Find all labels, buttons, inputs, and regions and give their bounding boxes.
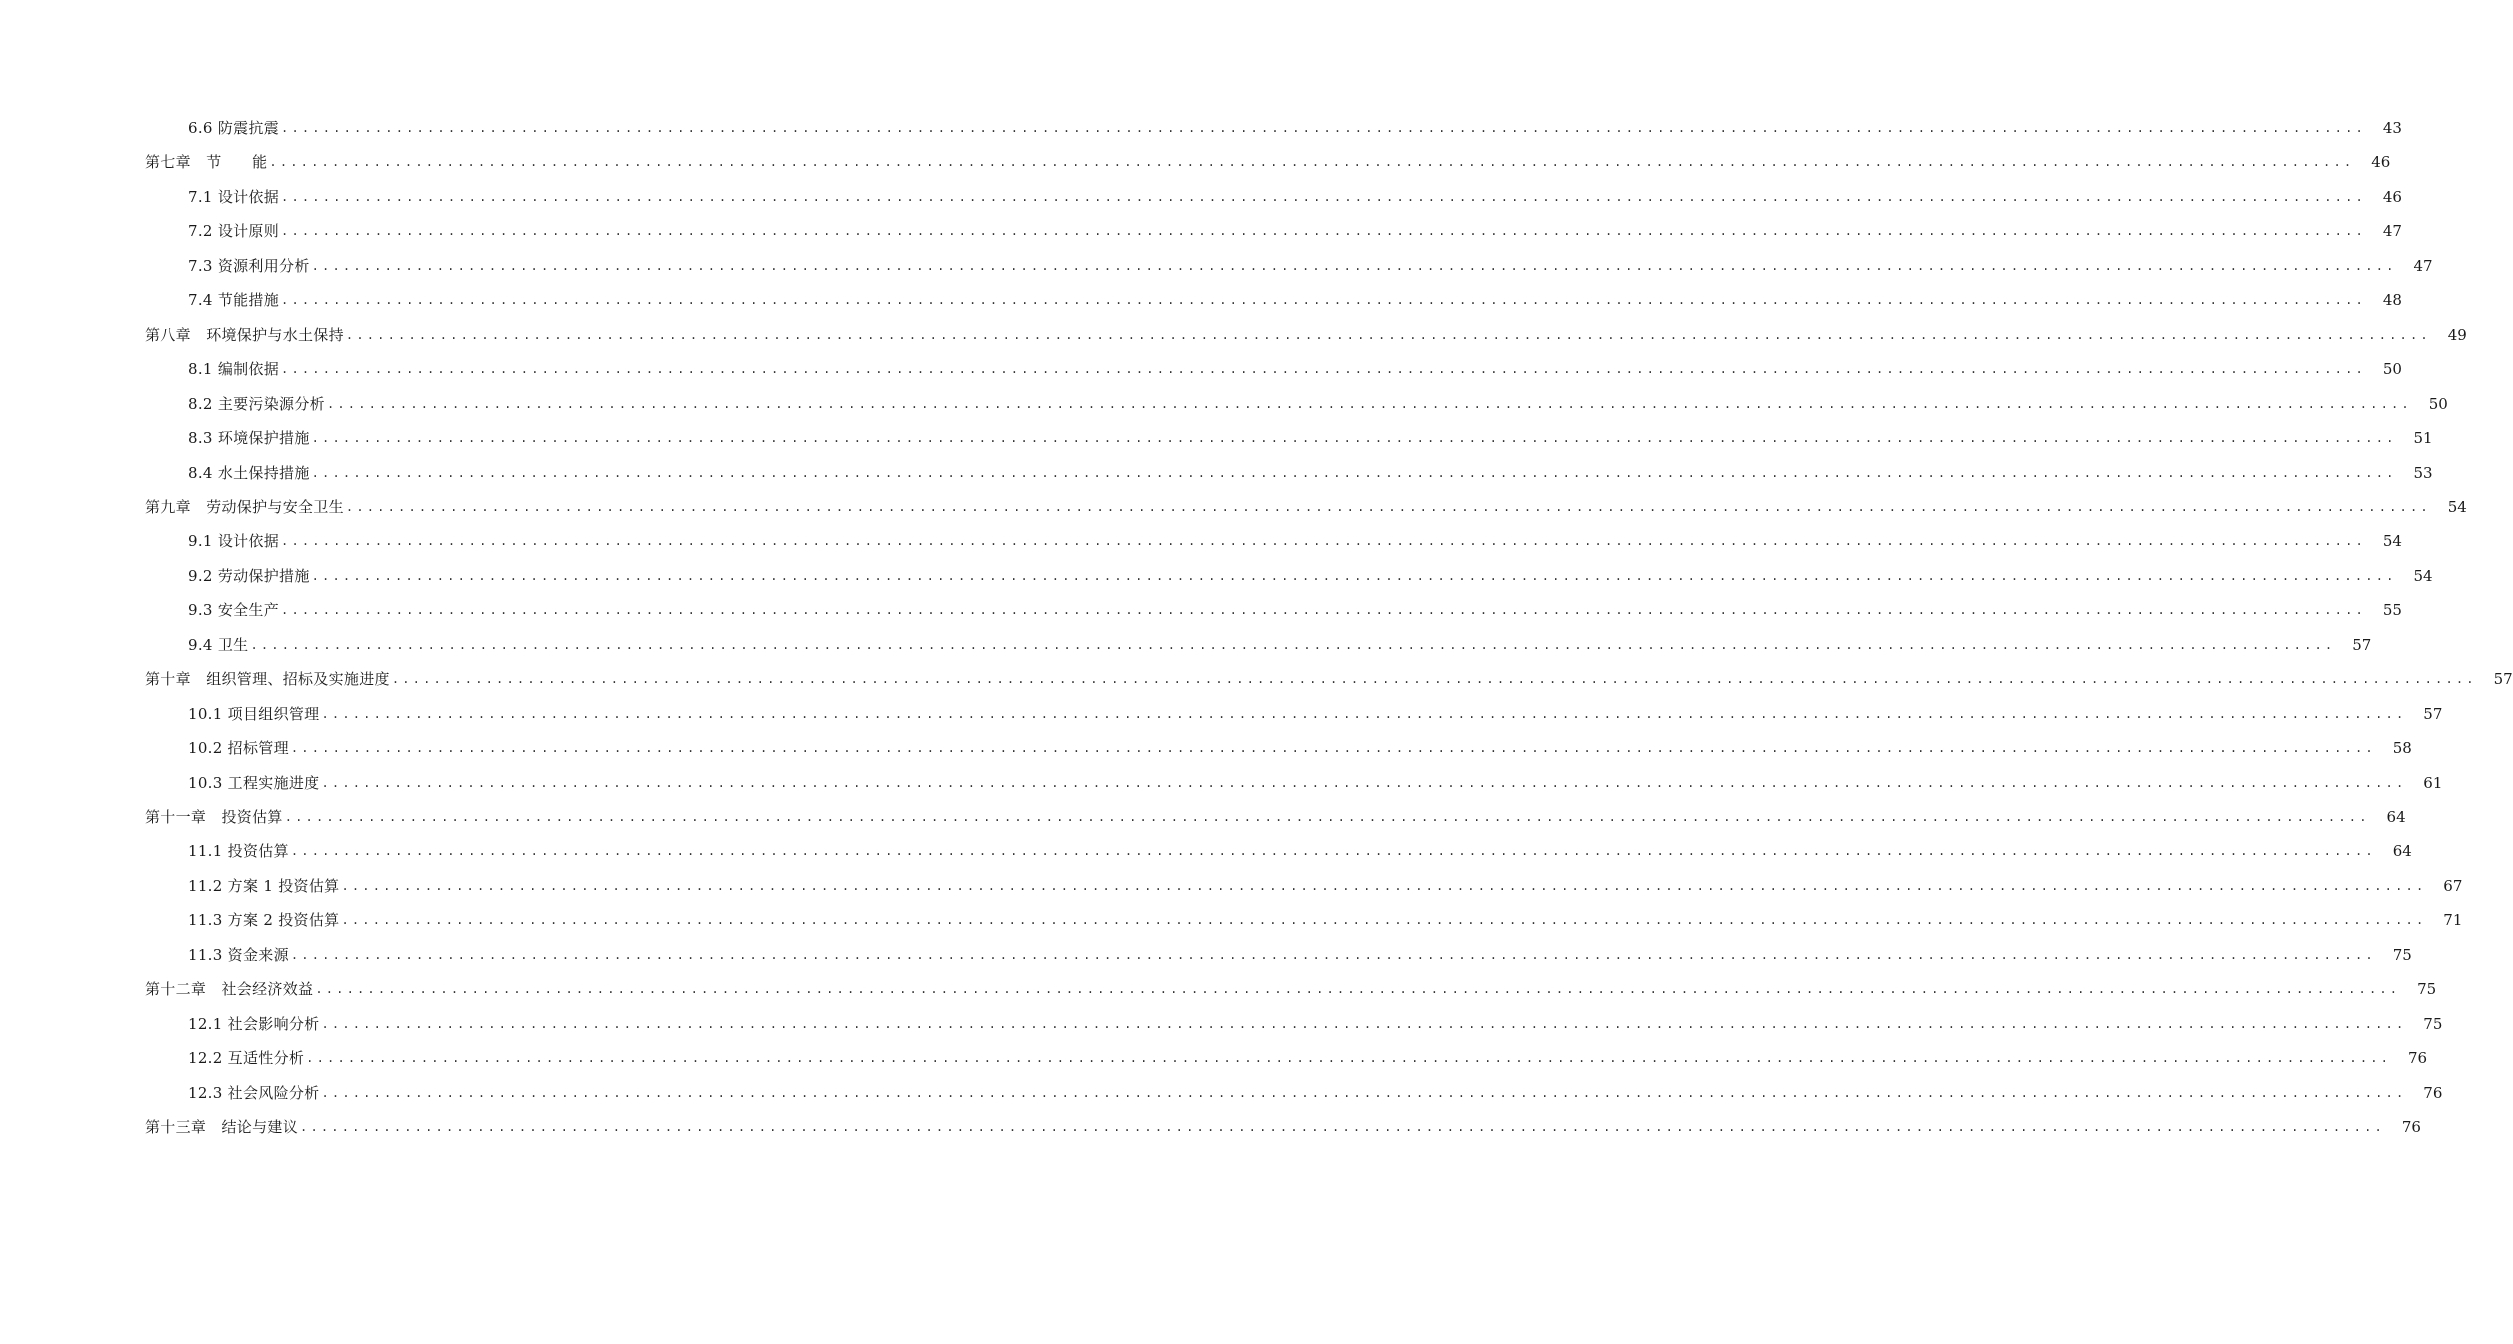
toc-section-entry[interactable]	[188, 1081, 2443, 1105]
toc-section-entry[interactable]	[188, 702, 2443, 726]
toc-dot-leader: ........................................................................................................................................................................................................	[321, 776, 2407, 790]
toc-dot-leader: ........................................................................................................................................................................................................	[311, 259, 2397, 273]
toc-section-entry[interactable]	[188, 1012, 2443, 1036]
toc-dot-leader: ........................................................................................................................................................................................................	[306, 1051, 2392, 1065]
toc-page-number: 61	[2423, 774, 2443, 792]
toc-entry-title: 6.6 防震抗震	[188, 119, 280, 137]
toc-page-number: 55	[2382, 601, 2402, 619]
toc-chapter-entry[interactable]	[145, 805, 2406, 829]
toc-page-number: 50	[2428, 395, 2448, 413]
toc-page-number: 76	[2408, 1049, 2428, 1067]
toc-entry-title: 第七章 节 能	[145, 153, 268, 171]
toc-page-number: 54	[2413, 567, 2433, 585]
toc-dot-leader: ........................................................................................................................................................................................................	[321, 1017, 2407, 1031]
toc-page-number: 64	[2386, 808, 2406, 826]
toc-page-number: 48	[2382, 291, 2402, 309]
toc-section-entry[interactable]	[188, 736, 2412, 760]
toc-dot-leader: ........................................................................................................................................................................................................	[281, 190, 2366, 204]
toc-dot-leader: ........................................................................................................................................................................................................	[281, 293, 2366, 307]
toc-section-entry[interactable]	[188, 943, 2412, 967]
toc-dot-leader: ........................................................................................................................................................................................................	[315, 982, 2401, 996]
toc-section-entry[interactable]	[188, 254, 2433, 278]
toc-entry-title: 9.1 设计依据	[188, 532, 280, 550]
toc-dot-leader: ........................................................................................................................................................................................................	[281, 224, 2366, 238]
toc-page-number: 57	[2352, 636, 2372, 654]
toc-entry-title: 第十一章 投资估算	[145, 808, 283, 826]
toc-page-number: 64	[2392, 842, 2412, 860]
toc-entry-title: 第八章 环境保护与水土保持	[145, 326, 344, 344]
toc-page-number: 47	[2413, 257, 2433, 275]
toc-page-number: 47	[2382, 222, 2402, 240]
toc-chapter-entry[interactable]	[145, 1115, 2421, 1139]
toc-entry-title: 第十三章 结论与建议	[145, 1118, 299, 1136]
toc-section-entry[interactable]	[188, 1046, 2428, 1070]
toc-section-entry[interactable]	[188, 839, 2412, 863]
toc-entry-title: 9.4 卫生	[188, 636, 249, 654]
toc-page-number: 46	[2382, 188, 2402, 206]
toc-entry-title: 8.3 环境保护措施	[188, 429, 310, 447]
toc-entry-title: 12.1 社会影响分析	[188, 1015, 320, 1033]
toc-dot-leader: ........................................................................................................................................................................................................	[281, 121, 2366, 135]
toc-entry-title: 第十章 组织管理、招标及实施进度	[145, 670, 390, 688]
toc-dot-leader: ........................................................................................................................................................................................................	[311, 466, 2397, 480]
toc-entry-title: 11.1 投资估算	[188, 842, 289, 860]
toc-section-entry[interactable]	[188, 564, 2433, 588]
toc-entry-title: 9.2 劳动保护措施	[188, 567, 310, 585]
toc-chapter-entry[interactable]	[145, 977, 2437, 1001]
toc-section-entry[interactable]	[188, 529, 2402, 553]
toc-entry-title: 8.1 编制依据	[188, 360, 280, 378]
toc-page-number: 71	[2443, 911, 2463, 929]
toc-entry-title: 第九章 劳动保护与安全卫生	[145, 498, 344, 516]
toc-dot-leader: ........................................................................................................................................................................................................	[345, 500, 2431, 514]
toc-page-number: 43	[2382, 119, 2402, 137]
toc-section-entry[interactable]	[188, 392, 2448, 416]
toc-dot-leader: ........................................................................................................................................................................................................	[290, 844, 2376, 858]
toc-entry-title: 10.2 招标管理	[188, 739, 289, 757]
toc-dot-leader: ........................................................................................................................................................................................................	[250, 638, 2336, 652]
toc-entry-title: 7.3 资源利用分析	[188, 257, 310, 275]
toc-page-number: 57	[2493, 670, 2513, 688]
toc-page-number: 57	[2423, 705, 2443, 723]
toc-section-entry[interactable]	[188, 908, 2463, 932]
toc-section-entry[interactable]	[188, 288, 2402, 312]
toc-entry-title: 7.2 设计原则	[188, 222, 280, 240]
toc-dot-leader: ........................................................................................................................................................................................................	[284, 810, 2370, 824]
toc-section-entry[interactable]	[188, 426, 2433, 450]
toc-page-number: 49	[2447, 326, 2467, 344]
toc-dot-leader: ........................................................................................................................................................................................................	[345, 328, 2431, 342]
toc-dot-leader: ........................................................................................................................................................................................................	[300, 1120, 2385, 1134]
toc-dot-leader: ........................................................................................................................................................................................................	[311, 431, 2397, 445]
toc-section-entry[interactable]	[188, 598, 2402, 622]
toc-page-number: 54	[2382, 532, 2402, 550]
toc-entry-title: 9.3 安全生产	[188, 601, 280, 619]
toc-entry-title: 7.4 节能措施	[188, 291, 280, 309]
toc-chapter-entry[interactable]	[145, 150, 2391, 174]
toc-dot-leader: ........................................................................................................................................................................................................	[281, 534, 2366, 548]
toc-entry-title: 11.3 资金来源	[188, 946, 289, 964]
toc-entry-title: 8.2 主要污染源分析	[188, 395, 325, 413]
toc-page-number: 50	[2382, 360, 2402, 378]
toc-entry-title: 7.1 设计依据	[188, 188, 280, 206]
toc-chapter-entry[interactable]	[145, 667, 2513, 691]
toc-dot-leader: ........................................................................................................................................................................................................	[281, 603, 2366, 617]
toc-entry-title: 10.3 工程实施进度	[188, 774, 320, 792]
toc-dot-leader: ........................................................................................................................................................................................................	[290, 741, 2376, 755]
toc-dot-leader: ........................................................................................................................................................................................................	[326, 397, 2412, 411]
toc-page-number: 76	[2401, 1118, 2421, 1136]
toc-dot-leader: ........................................................................................................................................................................................................	[311, 569, 2397, 583]
toc-dot-leader: ........................................................................................................................................................................................................	[341, 879, 2427, 893]
toc-dot-leader: ........................................................................................................................................................................................................	[281, 362, 2366, 376]
toc-entry-title: 8.4 水土保持措施	[188, 464, 310, 482]
toc-section-entry[interactable]	[188, 874, 2463, 898]
toc-page-number: 75	[2392, 946, 2412, 964]
toc-section-entry[interactable]	[188, 116, 2402, 140]
toc-page-number: 51	[2413, 429, 2433, 447]
toc-chapter-entry[interactable]	[145, 323, 2467, 347]
toc-page-number: 76	[2423, 1084, 2443, 1102]
toc-dot-leader: ........................................................................................................................................................................................................	[269, 155, 2355, 169]
toc-dot-leader: ........................................................................................................................................................................................................	[290, 948, 2376, 962]
toc-section-entry[interactable]	[188, 185, 2402, 209]
toc-entry-title: 11.3 方案 2 投资估算	[188, 911, 340, 929]
toc-entry-title: 10.1 项目组织管理	[188, 705, 320, 723]
toc-chapter-entry[interactable]	[145, 495, 2467, 519]
toc-page-number: 75	[2423, 1015, 2443, 1033]
toc-page-number: 46	[2371, 153, 2391, 171]
toc-page-number: 53	[2413, 464, 2433, 482]
toc-section-entry[interactable]	[188, 219, 2402, 243]
toc-dot-leader: ........................................................................................................................................................................................................	[321, 1086, 2407, 1100]
toc-section-entry[interactable]	[188, 771, 2443, 795]
toc-dot-leader: ........................................................................................................................................................................................................	[321, 707, 2407, 721]
toc-entry-title: 12.3 社会风险分析	[188, 1084, 320, 1102]
toc-page-number: 67	[2443, 877, 2463, 895]
toc-entry-title: 11.2 方案 1 投资估算	[188, 877, 340, 895]
toc-section-entry[interactable]	[188, 461, 2433, 485]
toc-dot-leader: ........................................................................................................................................................................................................	[341, 913, 2427, 927]
toc-dot-leader: ........................................................................................................................................................................................................	[391, 672, 2477, 686]
toc-entry-title: 第十二章 社会经济效益	[145, 980, 314, 998]
toc-page-number: 75	[2417, 980, 2437, 998]
toc-section-entry[interactable]	[188, 633, 2372, 657]
toc-page-number: 58	[2392, 739, 2412, 757]
toc-section-entry[interactable]	[188, 357, 2402, 381]
toc-entry-title: 12.2 互适性分析	[188, 1049, 305, 1067]
toc-page-number: 54	[2447, 498, 2467, 516]
